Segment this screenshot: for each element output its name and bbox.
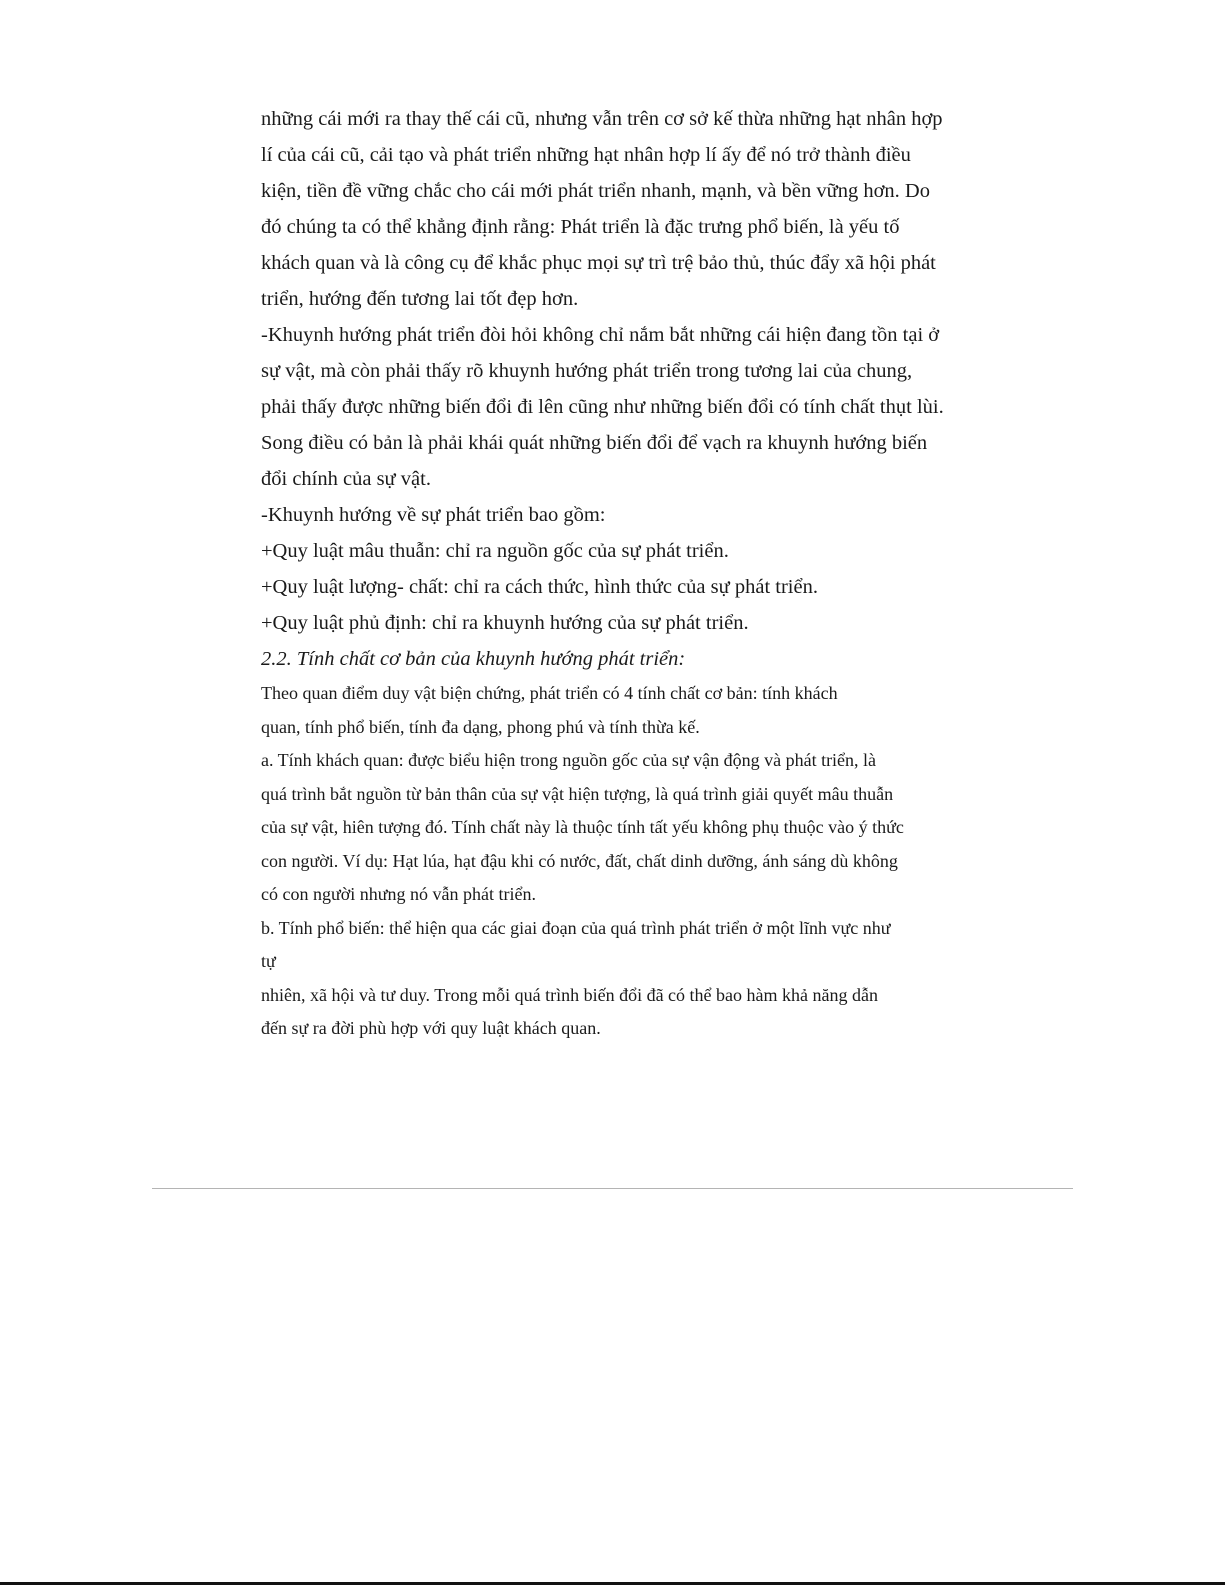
text-line: kiện, tiền đề vững chắc cho cái mới phát triển nhanh, mạnh, và bền vững hơn. Do (261, 180, 930, 202)
text-line: đến sự ra đời phù hợp với quy luật khách quan. (261, 1018, 601, 1038)
text-line: của sự vật, hiên tượng đó. Tính chất này là thuộc tính tất yếu không phụ thuộc vào ý thức (261, 817, 904, 837)
section-heading: 2.2. Tính chất cơ bản của khuynh hướng phát triển: (261, 648, 686, 670)
text-line: những cái mới ra thay thế cái cũ, nhưng vẫn trên cơ sở kế thừa những hạt nhân hợp (261, 108, 943, 130)
text-line: đổi chính của sự vật. (261, 468, 431, 490)
text-line: b. Tính phổ biến: thể hiện qua các giai đoạn của quá trình phát triển ở một lĩnh vực như (261, 917, 891, 938)
text-line: Theo quan điểm duy vật biện chứng, phát triển có 4 tính chất cơ bản: tính khách (261, 683, 838, 703)
text-line: nhiên, xã hội và tư duy. Trong mỗi quá trình biến đổi đã có thể bao hàm khả năng dẫn (261, 984, 878, 1005)
page-divider (152, 1188, 1073, 1189)
text-line: phải thấy được những biến đổi đi lên cũng như những biến đổi có tính chất thụt lùi. (261, 396, 944, 418)
text-line: triển, hướng đến tương lai tốt đẹp hơn. (261, 288, 579, 310)
text-line: lí của cái cũ, cải tạo và phát triển những hạt nhân hợp lí ấy để nó trở thành điều (261, 144, 911, 166)
text-line: tự (261, 951, 276, 971)
list-item: +Quy luật lượng- chất: chỉ ra cách thức, hình thức của sự phát triển. (261, 576, 818, 598)
text-line: khách quan và là công cụ để khắc phục mọi sự trì trệ bảo thủ, thúc đẩy xã hội phát (261, 252, 936, 274)
text-line: đó chúng ta có thể khẳng định rằng: Phát triển là đặc trưng phổ biến, là yếu tố (261, 216, 900, 238)
body-text (261, 101, 971, 1046)
text-line: quá trình bắt nguồn từ bản thân của sự vật hiện tượng, là quá trình giải quyết mâu thuẫn (261, 783, 894, 804)
text-line: Song điều có bản là phải khái quát những biến đổi để vạch ra khuynh hướng biến (261, 432, 928, 454)
text-line: sự vật, mà còn phải thấy rõ khuynh hướng phát triển trong tương lai của chung, (261, 360, 913, 382)
text-line: -Khuynh hướng phát triển đòi hỏi không chỉ nắm bắt những cái hiện đang tồn tại ở (261, 324, 940, 346)
list-item: +Quy luật mâu thuẫn: chỉ ra nguồn gốc của sự phát triển. (261, 540, 729, 562)
text-line: a. Tính khách quan: được biểu hiện trong nguồn gốc của sự vận động và phát triển, là (261, 750, 877, 770)
text-line: có con người nhưng nó vẫn phát triển. (261, 884, 536, 904)
text-line: -Khuynh hướng về sự phát triển bao gồm: (261, 504, 606, 526)
text-line: quan, tính phổ biến, tính đa dạng, phong phú và tính thừa kế. (261, 716, 700, 737)
text-line: con người. Ví dụ: Hạt lúa, hạt đậu khi có nước, đất, chất dinh dưỡng, ánh sáng dù không (261, 850, 898, 871)
list-item: +Quy luật phủ định: chỉ ra khuynh hướng của sự phát triển. (261, 612, 749, 634)
